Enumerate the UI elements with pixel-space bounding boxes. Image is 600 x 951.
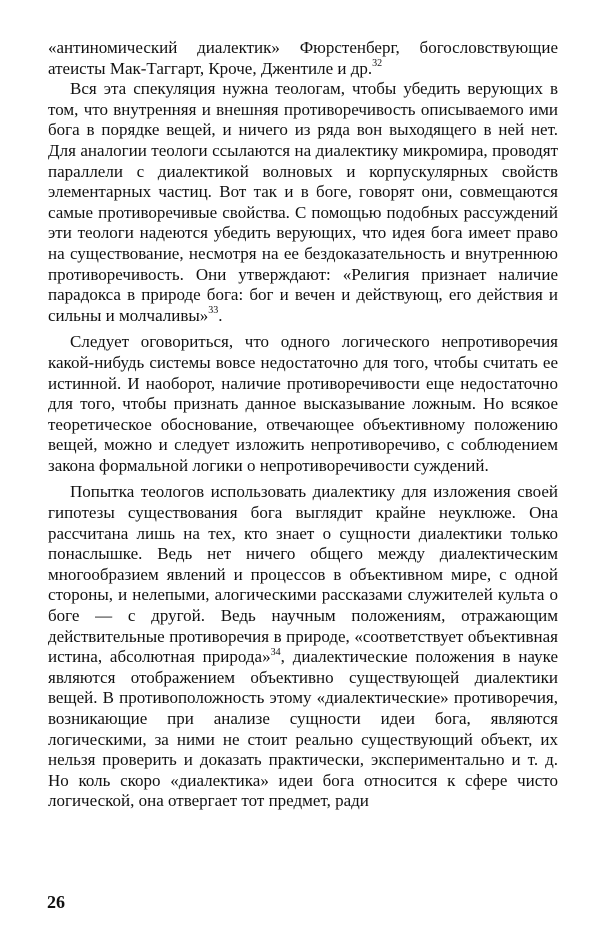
paragraph-1 — [48, 38, 558, 79]
paragraph-2-tail: . — [218, 305, 223, 325]
footnote-ref-32: 32 — [372, 57, 383, 69]
footnote-ref-33: 33 — [208, 305, 219, 317]
paragraph-4-text: Попытка теологов использовать диалектику для изложения своей гипотезы существования бога выглядит крайне неуклюже. Она рассчитана лишь на тех, кто знает о сущности диалектики только понаслышке. Ведь нет ничего общего между диалектическим многообразием явлений и процессов в объективном мире, с одной стороны, и нелепыми, алогическими рассказами служителей культа о боге — с другой. Ведь научным положениям, отражающим действительные противоречия в природе, «соответствует объективная истина, абсолютная природа» — [48, 482, 558, 667]
paragraph-3 — [48, 332, 558, 476]
paragraph-3-text: Следует оговориться, что одного логического непротиворечия какой-нибудь системы вовсе недостаточно для того, чтобы считать ее истинной. И наоборот, наличие противоречивости еще недостаточно для того, чтобы признать данное высказывание ложным. Но всякое теоретическое обоснование, отвечающее объективному положению вещей, можно и следует изложить непротиворечиво, с соблюдением закона формальной логики о непротиворечивости суждений. — [48, 332, 558, 475]
paragraph-2-text: Вся эта спекуляция нужна теологам, чтобы убедить верующих в том, что внутренняя и внешняя противоречивость описываемого ими бога в порядке вещей, и ничего из ряда вон выходящего в ней нет. Для аналогии теологи ссылаются на диалектику микромира, проводят параллели с диалектикой волновых и корпускулярных свойств элементарных частиц. Вот так и в боге, говорят они, совмещаются самые противоречивые свойства. С помощью подобных рассуждений эти теологи надеются убедить верующих, что идея бога имеет право на существование, несмотря на ее бездоказательность и внутреннюю противоречивость. Они утверждают: «Религия признает наличие парадокса в природе бога: бог и вечен и действующ, его действия и сильны и молчаливы» — [48, 79, 558, 325]
paragraph-1-text: «антиномический диалектик» Фюрстенберг, богословствующие атеисты Мак-Таггарт, Кроче, Джентиле и др. — [48, 38, 558, 78]
footnote-ref-34: 34 — [270, 646, 281, 658]
paragraph-4-tail: , диалектические положения в науке являются отображением объективно существующей диалектики вещей. В противоположность этому «диалектические» противоречия, возникающие при анализе сущности идеи бога, являются логическими, за ними не стоит реально существующий объект, их нельзя проверить и доказать практически, экспериментально и т. д. Но коль скоро «диалектика» идеи бога относится к сфере чисто логической, она отвергает тот предмет, ради — [48, 647, 558, 811]
page-number: 26 — [47, 892, 65, 912]
paragraph-2 — [48, 79, 558, 326]
paragraph-4 — [48, 482, 558, 812]
body-text — [48, 38, 558, 812]
